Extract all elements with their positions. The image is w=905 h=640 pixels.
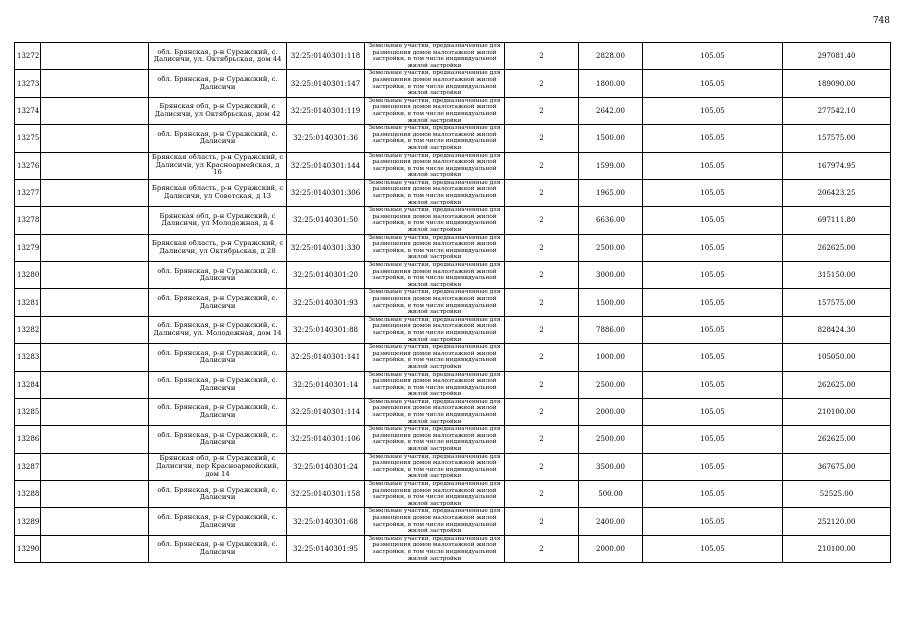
cadastral-number-cell: 32:25:0140301:88 bbox=[287, 316, 365, 343]
row-number: 13272 bbox=[15, 43, 41, 70]
land-purpose-cell: Земельные участки, предназначенные для размещения домов малоэтажной жилой застройки, в том числе индивидуальной жилой застройки bbox=[365, 398, 505, 425]
row-number: 13276 bbox=[15, 152, 41, 179]
area-cell: 1965.00 bbox=[579, 179, 643, 206]
table-row bbox=[15, 70, 891, 97]
address-cell: обл. Брянская, р-н Суражский, с. Далисичи, ул. Октябрьская, дом 44 bbox=[149, 43, 287, 70]
row-number: 13286 bbox=[15, 426, 41, 453]
cadastral-number-cell: 32:25:0140301:158 bbox=[287, 481, 365, 508]
specific-value-cell: 105.05 bbox=[643, 234, 783, 261]
group-cell: 2 bbox=[505, 453, 579, 480]
table-row bbox=[15, 398, 891, 425]
cadastral-number-cell: 32:25:0140301:141 bbox=[287, 344, 365, 371]
address-cell: обл. Брянская, р-н Суражский, с. Далисичи bbox=[149, 481, 287, 508]
cadastral-number-cell: 32:25:0140301:95 bbox=[287, 535, 365, 562]
area-cell: 2400.00 bbox=[579, 508, 643, 535]
cadastral-number-cell: 32:25:0140301:14 bbox=[287, 371, 365, 398]
table-row bbox=[15, 316, 891, 343]
row-number: 13289 bbox=[15, 508, 41, 535]
land-purpose-cell: Земельные участки, предназначенные для размещения домов малоэтажной жилой застройки, в том числе индивидуальной жилой застройки bbox=[365, 234, 505, 261]
specific-value-cell: 105.05 bbox=[643, 426, 783, 453]
row-number: 13285 bbox=[15, 398, 41, 425]
specific-value-cell: 105.05 bbox=[643, 316, 783, 343]
cadastral-number-cell: 32:25:0140301:118 bbox=[287, 43, 365, 70]
empty-cell bbox=[41, 508, 149, 535]
specific-value-cell: 105.05 bbox=[643, 70, 783, 97]
row-number: 13282 bbox=[15, 316, 41, 343]
land-purpose-cell: Земельные участки, предназначенные для размещения домов малоэтажной жилой застройки, в том числе индивидуальной жилой застройки bbox=[365, 179, 505, 206]
cadastral-number-cell: 32:25:0140301:144 bbox=[287, 152, 365, 179]
table-row bbox=[15, 535, 891, 562]
specific-value-cell: 105.05 bbox=[643, 152, 783, 179]
row-number: 13284 bbox=[15, 371, 41, 398]
empty-cell bbox=[41, 398, 149, 425]
cadastral-number-cell: 32:25:0140301:119 bbox=[287, 97, 365, 124]
land-purpose-cell: Земельные участки, предназначенные для размещения домов малоэтажной жилой застройки, в том числе индивидуальной жилой застройки bbox=[365, 344, 505, 371]
group-cell: 2 bbox=[505, 43, 579, 70]
area-cell: 1000.00 bbox=[579, 344, 643, 371]
area-cell: 2000.00 bbox=[579, 398, 643, 425]
table-row bbox=[15, 125, 891, 152]
address-cell: обл. Брянская, р-н Суражский, с. Далисичи bbox=[149, 70, 287, 97]
specific-value-cell: 105.05 bbox=[643, 43, 783, 70]
area-cell: 2500.00 bbox=[579, 371, 643, 398]
row-number: 13275 bbox=[15, 125, 41, 152]
cadastral-number-cell: 32:25:0140301:50 bbox=[287, 207, 365, 234]
cadastral-value-cell: 189090.00 bbox=[783, 70, 891, 97]
table-row bbox=[15, 508, 891, 535]
group-cell: 2 bbox=[505, 207, 579, 234]
empty-cell bbox=[41, 262, 149, 289]
row-number: 13290 bbox=[15, 535, 41, 562]
area-cell: 3500.00 bbox=[579, 453, 643, 480]
group-cell: 2 bbox=[505, 398, 579, 425]
address-cell: Брянская обл, р-н Суражский, с Далисичи, ул Октябрьская, дом 42 bbox=[149, 97, 287, 124]
specific-value-cell: 105.05 bbox=[643, 481, 783, 508]
cadastral-value-cell: 206423.25 bbox=[783, 179, 891, 206]
area-cell: 2500.00 bbox=[579, 234, 643, 261]
cadastral-number-cell: 32:25:0140301:93 bbox=[287, 289, 365, 316]
specific-value-cell: 105.05 bbox=[643, 207, 783, 234]
land-purpose-cell: Земельные участки, предназначенные для размещения домов малоэтажной жилой застройки, в том числе индивидуальной жилой застройки bbox=[365, 70, 505, 97]
cadastral-value-cell: 157575.00 bbox=[783, 289, 891, 316]
row-number: 13279 bbox=[15, 234, 41, 261]
land-purpose-cell: Земельные участки, предназначенные для размещения домов малоэтажной жилой застройки, в том числе индивидуальной жилой застройки bbox=[365, 97, 505, 124]
land-purpose-cell: Земельные участки, предназначенные для размещения домов малоэтажной жилой застройки, в том числе индивидуальной жилой застройки bbox=[365, 207, 505, 234]
cadastral-value-cell: 252120.00 bbox=[783, 508, 891, 535]
row-number: 13287 bbox=[15, 453, 41, 480]
empty-cell bbox=[41, 535, 149, 562]
cadastral-value-cell: 315150.00 bbox=[783, 262, 891, 289]
table-row bbox=[15, 426, 891, 453]
land-purpose-cell: Земельные участки, предназначенные для размещения домов малоэтажной жилой застройки, в том числе индивидуальной жилой застройки bbox=[365, 289, 505, 316]
table-row bbox=[15, 453, 891, 480]
specific-value-cell: 105.05 bbox=[643, 508, 783, 535]
land-purpose-cell: Земельные участки, предназначенные для размещения домов малоэтажной жилой застройки, в том числе индивидуальной жилой застройки bbox=[365, 125, 505, 152]
table-row bbox=[15, 234, 891, 261]
area-cell: 6636.00 bbox=[579, 207, 643, 234]
address-cell: обл. Брянская, р-н Суражский, с. Далисичи bbox=[149, 535, 287, 562]
area-cell: 1500.00 bbox=[579, 125, 643, 152]
empty-cell bbox=[41, 207, 149, 234]
land-registry-table bbox=[14, 42, 891, 563]
address-cell: обл. Брянская, р-н Суражский, с. Далисичи bbox=[149, 426, 287, 453]
address-cell: обл. Брянская, р-н Суражский, с. Далисичи bbox=[149, 371, 287, 398]
cadastral-number-cell: 32:25:0140301:68 bbox=[287, 508, 365, 535]
area-cell: 2000.00 bbox=[579, 535, 643, 562]
group-cell: 2 bbox=[505, 262, 579, 289]
address-cell: Брянская область, р-н Суражский, с Далисичи, ул Октябрьская, д 28 bbox=[149, 234, 287, 261]
area-cell: 1800.00 bbox=[579, 70, 643, 97]
address-cell: Брянская обл, р-н Суражский, с Далисичи, пер Красноармейский, дом 14 bbox=[149, 453, 287, 480]
address-cell: обл. Брянская, р-н Суражский, с. Далисичи, ул. Молодежная, дом 14 bbox=[149, 316, 287, 343]
table-row bbox=[15, 371, 891, 398]
empty-cell bbox=[41, 481, 149, 508]
group-cell: 2 bbox=[505, 535, 579, 562]
cadastral-value-cell: 828424.30 bbox=[783, 316, 891, 343]
land-purpose-cell: Земельные участки, предназначенные для размещения домов малоэтажной жилой застройки, в том числе индивидуальной жилой застройки bbox=[365, 262, 505, 289]
table-row bbox=[15, 97, 891, 124]
area-cell: 2642.00 bbox=[579, 97, 643, 124]
land-purpose-cell: Земельные участки, предназначенные для размещения домов малоэтажной жилой застройки, в том числе индивидуальной жилой застройки bbox=[365, 481, 505, 508]
cadastral-number-cell: 32:25:0140301:20 bbox=[287, 262, 365, 289]
land-purpose-cell: Земельные участки, предназначенные для размещения домов малоэтажной жилой застройки, в том числе индивидуальной жилой застройки bbox=[365, 453, 505, 480]
table-row bbox=[15, 289, 891, 316]
group-cell: 2 bbox=[505, 508, 579, 535]
specific-value-cell: 105.05 bbox=[643, 535, 783, 562]
land-purpose-cell: Земельные участки, предназначенные для размещения домов малоэтажной жилой застройки, в том числе индивидуальной жилой застройки bbox=[365, 426, 505, 453]
specific-value-cell: 105.05 bbox=[643, 371, 783, 398]
specific-value-cell: 105.05 bbox=[643, 97, 783, 124]
address-cell: обл. Брянская, р-н Суражский, с. Далисичи bbox=[149, 344, 287, 371]
land-purpose-cell: Земельные участки, предназначенные для размещения домов малоэтажной жилой застройки, в том числе индивидуальной жилой застройки bbox=[365, 152, 505, 179]
group-cell: 2 bbox=[505, 481, 579, 508]
cadastral-value-cell: 367675.00 bbox=[783, 453, 891, 480]
group-cell: 2 bbox=[505, 344, 579, 371]
empty-cell bbox=[41, 426, 149, 453]
address-cell: Брянская область, р-н Суражский, с Далисичи, ул Красноармейская, д 16 bbox=[149, 152, 287, 179]
cadastral-value-cell: 167974.95 bbox=[783, 152, 891, 179]
empty-cell bbox=[41, 371, 149, 398]
group-cell: 2 bbox=[505, 426, 579, 453]
row-number: 13283 bbox=[15, 344, 41, 371]
group-cell: 2 bbox=[505, 97, 579, 124]
empty-cell bbox=[41, 179, 149, 206]
cadastral-value-cell: 697111.80 bbox=[783, 207, 891, 234]
group-cell: 2 bbox=[505, 234, 579, 261]
group-cell: 2 bbox=[505, 152, 579, 179]
address-cell: обл. Брянская, р-н Суражский, с. Далисичи bbox=[149, 398, 287, 425]
area-cell: 7886.00 bbox=[579, 316, 643, 343]
row-number: 13278 bbox=[15, 207, 41, 234]
land-purpose-cell: Земельные участки, предназначенные для размещения домов малоэтажной жилой застройки, в том числе индивидуальной жилой застройки bbox=[365, 535, 505, 562]
empty-cell bbox=[41, 97, 149, 124]
row-number: 13277 bbox=[15, 179, 41, 206]
table-row bbox=[15, 179, 891, 206]
group-cell: 2 bbox=[505, 371, 579, 398]
cadastral-value-cell: 52525.00 bbox=[783, 481, 891, 508]
cadastral-value-cell: 157575.00 bbox=[783, 125, 891, 152]
land-purpose-cell: Земельные участки, предназначенные для размещения домов малоэтажной жилой застройки, в том числе индивидуальной жилой застройки bbox=[365, 316, 505, 343]
table-row bbox=[15, 207, 891, 234]
empty-cell bbox=[41, 152, 149, 179]
row-number: 13274 bbox=[15, 97, 41, 124]
cadastral-value-cell: 262625.00 bbox=[783, 371, 891, 398]
land-purpose-cell: Земельные участки, предназначенные для размещения домов малоэтажной жилой застройки, в том числе индивидуальной жилой застройки bbox=[365, 43, 505, 70]
cadastral-number-cell: 32:25:0140301:106 bbox=[287, 426, 365, 453]
cadastral-value-cell: 277542.10 bbox=[783, 97, 891, 124]
empty-cell bbox=[41, 289, 149, 316]
specific-value-cell: 105.05 bbox=[643, 262, 783, 289]
cadastral-number-cell: 32:25:0140301:36 bbox=[287, 125, 365, 152]
cadastral-value-cell: 105050.00 bbox=[783, 344, 891, 371]
area-cell: 500.00 bbox=[579, 481, 643, 508]
table-row bbox=[15, 481, 891, 508]
empty-cell bbox=[41, 125, 149, 152]
area-cell: 1500.00 bbox=[579, 289, 643, 316]
table-row bbox=[15, 43, 891, 70]
specific-value-cell: 105.05 bbox=[643, 125, 783, 152]
area-cell: 1599.00 bbox=[579, 152, 643, 179]
group-cell: 2 bbox=[505, 289, 579, 316]
group-cell: 2 bbox=[505, 179, 579, 206]
cadastral-value-cell: 262625.00 bbox=[783, 426, 891, 453]
empty-cell bbox=[41, 234, 149, 261]
cadastral-number-cell: 32:25:0140301:114 bbox=[287, 398, 365, 425]
address-cell: Брянская область, р-н Суражский, с Далисичи, ул Советская, д 13 bbox=[149, 179, 287, 206]
address-cell: Брянская обл, р-н Суражский, с Далисичи, ул Молодежная, д 4 bbox=[149, 207, 287, 234]
land-purpose-cell: Земельные участки, предназначенные для размещения домов малоэтажной жилой застройки, в том числе индивидуальной жилой застройки bbox=[365, 371, 505, 398]
cadastral-value-cell: 210100.00 bbox=[783, 535, 891, 562]
area-cell: 2828.00 bbox=[579, 43, 643, 70]
table-row bbox=[15, 262, 891, 289]
specific-value-cell: 105.05 bbox=[643, 289, 783, 316]
address-cell: обл. Брянская, р-н Суражский, с. Далисичи bbox=[149, 125, 287, 152]
empty-cell bbox=[41, 316, 149, 343]
empty-cell bbox=[41, 70, 149, 97]
group-cell: 2 bbox=[505, 316, 579, 343]
page-number: 748 bbox=[872, 16, 890, 26]
group-cell: 2 bbox=[505, 125, 579, 152]
group-cell: 2 bbox=[505, 70, 579, 97]
specific-value-cell: 105.05 bbox=[643, 344, 783, 371]
empty-cell bbox=[41, 453, 149, 480]
row-number: 13280 bbox=[15, 262, 41, 289]
cadastral-value-cell: 262625.00 bbox=[783, 234, 891, 261]
specific-value-cell: 105.05 bbox=[643, 398, 783, 425]
cadastral-number-cell: 32:25:0140301:330 bbox=[287, 234, 365, 261]
table-row bbox=[15, 152, 891, 179]
row-number: 13281 bbox=[15, 289, 41, 316]
land-purpose-cell: Земельные участки, предназначенные для размещения домов малоэтажной жилой застройки, в том числе индивидуальной жилой застройки bbox=[365, 508, 505, 535]
cadastral-number-cell: 32:25:0140301:24 bbox=[287, 453, 365, 480]
cadastral-value-cell: 210100.00 bbox=[783, 398, 891, 425]
empty-cell bbox=[41, 43, 149, 70]
area-cell: 2500.00 bbox=[579, 426, 643, 453]
address-cell: обл. Брянская, р-н Суражский, с. Далисичи bbox=[149, 262, 287, 289]
specific-value-cell: 105.05 bbox=[643, 179, 783, 206]
specific-value-cell: 105.05 bbox=[643, 453, 783, 480]
cadastral-number-cell: 32:25:0140301:147 bbox=[287, 70, 365, 97]
area-cell: 3000.00 bbox=[579, 262, 643, 289]
address-cell: обл. Брянская, р-н Суражский, с. Далисичи bbox=[149, 289, 287, 316]
row-number: 13273 bbox=[15, 70, 41, 97]
address-cell: обл. Брянская, р-н Суражский, с. Далисичи bbox=[149, 508, 287, 535]
cadastral-value-cell: 297081.40 bbox=[783, 43, 891, 70]
empty-cell bbox=[41, 344, 149, 371]
cadastral-number-cell: 32:25:0140301:306 bbox=[287, 179, 365, 206]
table-row bbox=[15, 344, 891, 371]
row-number: 13288 bbox=[15, 481, 41, 508]
